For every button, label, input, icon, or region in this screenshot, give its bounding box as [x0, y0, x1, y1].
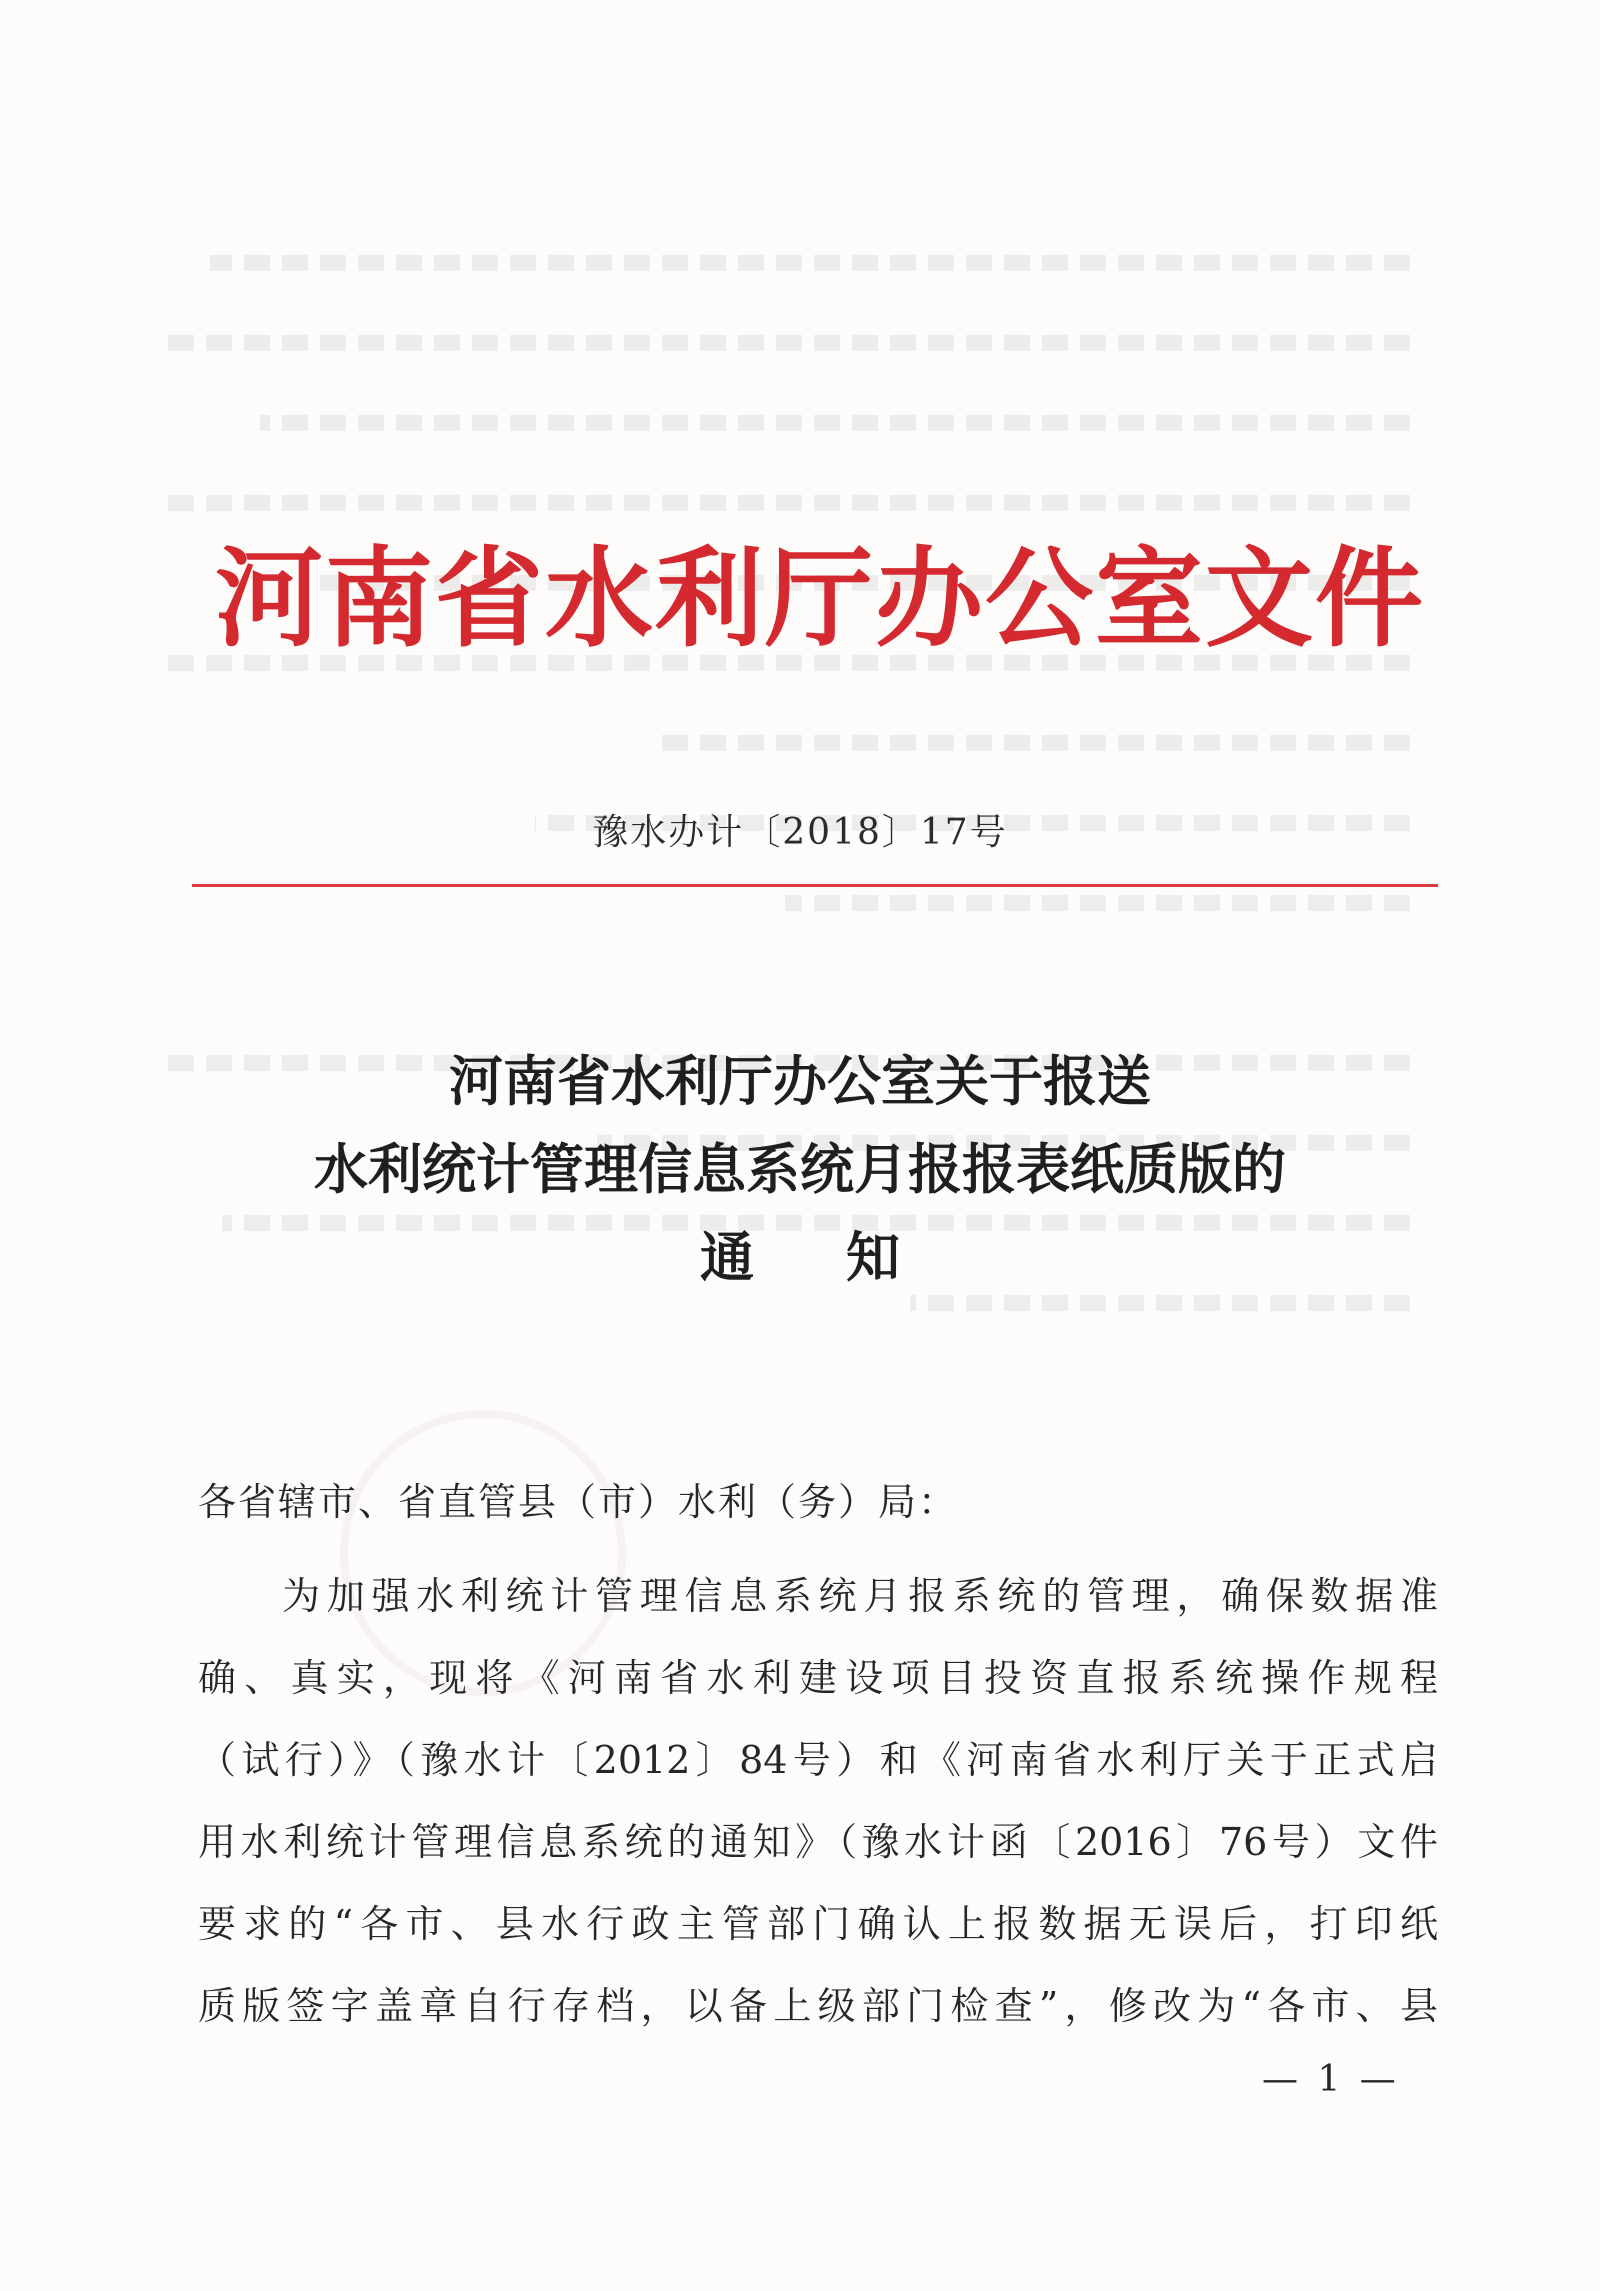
body-line: （试行）》（豫水计〔2012〕84号）和《河南省水利厅关于正式启	[198, 1738, 1438, 1782]
body-line: 要求的“各市、县水行政主管部门确认上报数据无误后，打印纸	[198, 1902, 1438, 1946]
notice-title-line-2: 水利统计管理信息系统月报报表纸质版的	[314, 1138, 1286, 1201]
body-line: 确、真实，现将《河南省水利建设项目投资直报系统操作规程	[198, 1656, 1438, 1700]
red-divider-line	[192, 884, 1438, 887]
body-line: 质版签字盖章自行存档，以备上级部门检查”，修改为“各市、县	[198, 1984, 1438, 2028]
document-number: 豫水办计〔2018〕17号	[592, 812, 1008, 853]
notice-title-line-1: 河南省水利厅办公室关于报送	[449, 1050, 1151, 1113]
salutation: 各省辖市、省直管县（市）水利（务）局：	[198, 1480, 959, 1524]
document-header-title: 河南省水利厅办公室文件	[215, 537, 1426, 662]
body-line: 用水利统计管理信息系统的通知》（豫水计函〔2016〕76号）文件	[198, 1820, 1438, 1864]
body-line: 为加强水利统计管理信息系统月报系统的管理，确保数据准	[282, 1574, 1438, 1618]
notice-title-line-3: 通知	[700, 1226, 992, 1289]
notice-title	[0, 1038, 1600, 1302]
notice-body	[198, 1555, 1438, 2047]
page-number: — 1 —	[1262, 2059, 1400, 2100]
